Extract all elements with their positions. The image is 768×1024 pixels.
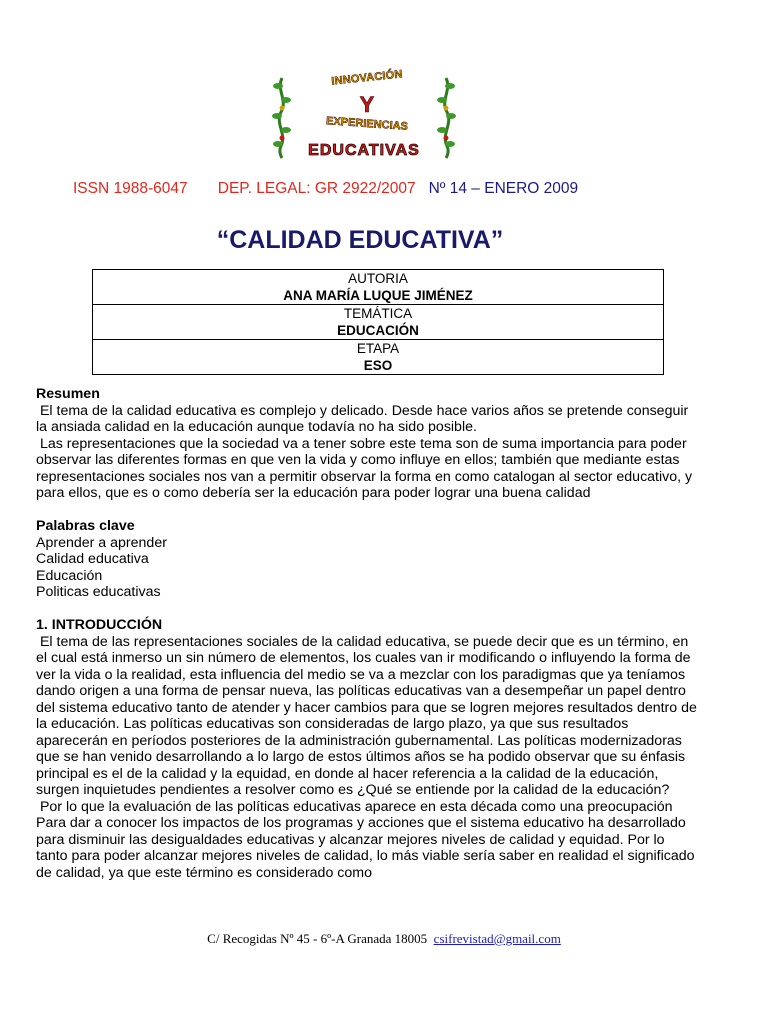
meta-row-authorship	[93, 270, 664, 305]
meta-row-theme	[93, 305, 664, 340]
legal-deposit: DEP. LEGAL: GR 2922/2007	[217, 180, 416, 197]
publication-info	[73, 180, 713, 198]
intro-paragraph: El tema de las representaciones sociales de la calidad educativa, se puede decir que es un término, en el cual está inmerso un sin número de elementos, los cuales van ir modificando o influyendo la forma de ver la vida o la realidad, esta influencia del medio se va a mezclar con los paradigmas que ya teníamos dando origen a una forma de pensar nueva, las políticas educativas van a desempeñar un papel dentro del sistema educativo tanto de atender y hacer cambios para que se logren mejores resultados dentro de la educación. Las políticas educativas son consideradas de largo plazo, ya que sus resultados aparecerán en períodos posteriores de la administración gubernamental. Las políticas modernizadoras que se han venido desarrollando a lo largo de estos últimos años se ha podido observar que su énfasis principal es el de la calidad y la equidad, en donde al hacer referencia a la calidad de la educación, surgen inquietudes pendientes a resolver como es ¿Qué se entiende por la calidad de la educación?	[36, 633, 697, 798]
resumen-paragraph: El tema de la calidad educativa es complejo y delicado. Desde hace varios años se pretende conseguir la ansiada calidad en la educación aunque todavía no ha sido posible.	[36, 402, 689, 435]
footer-email-link[interactable]: csifrevistad@gmail.com	[433, 931, 561, 946]
meta-label-authorship: AUTORIA	[348, 271, 408, 286]
intro-heading: 1. INTRODUCCIÓN	[36, 617, 163, 633]
keyword-item: Calidad educativa	[36, 551, 149, 567]
meta-value-stage: ESO	[363, 358, 393, 373]
issn: ISSN 1988-6047	[73, 180, 188, 197]
meta-label-theme: TEMÁTICA	[343, 306, 413, 321]
intro-paragraph: Por lo que la evaluación de las políticas educativas aparece en esta década como una preocupación Para dar a conocer los impactos de los programas y acciones que el sistema educativo ha desarrollado para disminuir las desigualdades educativas y alcanzar mejores niveles de calidad y equidad. Por lo tanto para poder alcanzar mejores niveles de calidad, lo más viable sería saber en realidad el significado de calidad, ya que este término es considerado como	[36, 798, 695, 881]
logo-innovacion: INNOVACIÓN	[330, 68, 404, 88]
meta-value-author: ANA MARÍA LUQUE JIMÉNEZ	[283, 288, 473, 303]
keyword-item: Educación	[36, 567, 103, 584]
article-body	[36, 386, 700, 881]
meta-label-stage: ETAPA	[356, 341, 400, 356]
meta-row-stage	[93, 340, 664, 375]
resumen-paragraph: Las representaciones que la sociedad va a tener sobre este tema son de suma importancia para poder observar las diferentes formas en que ven la vida y como influye en ellos; también que mediante estas representaciones sociales nos van a permitir observar la forma en como catalogan al sector educativo, y para ellos, que es o como debería ser la educación para poder lograr una buena calidad	[36, 435, 693, 501]
keyword-item: Politicas educativas	[36, 584, 161, 600]
keyword-item: Aprender a aprender	[36, 534, 167, 551]
page-footer	[0, 931, 768, 947]
logo-educativas: EDUCATIVAS	[308, 142, 420, 159]
article-title: “CALIDAD EDUCATIVA”	[216, 226, 504, 254]
footer-address: C/ Recogidas Nº 45 - 6º-A Granada 18005	[207, 931, 428, 946]
resumen-heading: Resumen	[36, 386, 100, 402]
issue-number: Nº 14 – ENERO 2009	[428, 180, 579, 197]
article-meta-table	[92, 269, 664, 375]
journal-logo	[272, 68, 462, 168]
meta-value-theme: EDUCACIÓN	[337, 323, 419, 338]
logo-experiencias: EXPERIENCIAS	[325, 115, 409, 133]
logo-y: Y	[359, 92, 375, 117]
keywords-heading: Palabras clave	[36, 518, 135, 534]
